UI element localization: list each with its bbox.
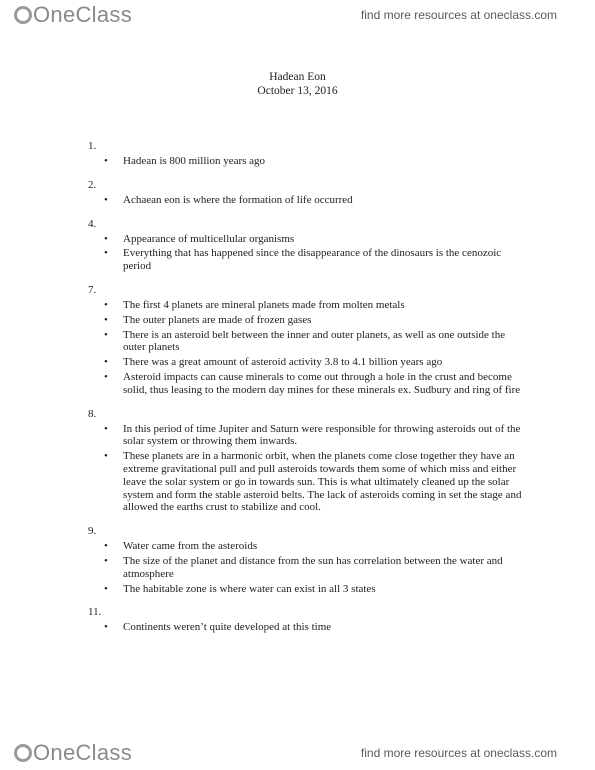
bullet-icon: • (104, 328, 108, 341)
bullet-text: The size of the planet and distance from the sun has correlation between the water and atmosphere (123, 554, 503, 580)
bullet-icon: • (104, 298, 108, 311)
bullet-icon: • (104, 193, 108, 206)
list-item (88, 423, 528, 449)
bullet-icon: • (104, 621, 108, 634)
bullet-list (88, 155, 528, 168)
bullet-icon: • (104, 232, 108, 245)
find-resources-link-footer[interactable]: find more resources at oneclass.com (360, 746, 557, 760)
document-date: October 13, 2016 (257, 85, 338, 97)
bullet-text: The first 4 planets are mineral planets made from molten metals (123, 298, 405, 311)
note-section (88, 284, 528, 397)
bullet-text: The habitable zone is where water can exist in all 3 states (123, 582, 376, 595)
bullet-text: Appearance of multicellular organisms (123, 232, 295, 245)
bullet-icon: • (104, 582, 108, 595)
bullet-text: Asteroid impacts can cause minerals to come out through a hole in the crust and become solid, thus leasing to the modern day mines for these minerals ex. Sudbury and ring of fire (123, 370, 521, 396)
bullet-icon: • (104, 450, 108, 463)
list-item (88, 329, 528, 355)
oneclass-logo-icon (14, 744, 32, 762)
bullet-icon: • (104, 554, 108, 567)
bullet-text: Achaean eon is where the formation of life occurred (123, 193, 353, 206)
note-section (88, 408, 528, 515)
top-bar (0, 0, 595, 30)
bullet-list (88, 540, 528, 595)
logo-text: OneClass (33, 2, 132, 27)
list-item (88, 621, 528, 634)
section-number: 2. (88, 178, 97, 191)
bullet-text: Hadean is 800 million years ago (123, 155, 266, 167)
oneclass-logo[interactable] (14, 2, 132, 28)
bullet-icon: • (104, 356, 108, 369)
list-item (88, 371, 528, 397)
document-title: Hadean Eon (269, 71, 326, 83)
list-item (88, 555, 528, 581)
bullet-icon: • (104, 370, 108, 383)
list-item (88, 155, 528, 168)
bullet-list (88, 621, 528, 634)
bullet-text: These planets are in a harmonic orbit, when the planets come close together they have an extreme gravitational pull and pull asteroids towards them some of which miss and either leave the solar system or go in towards sun. This is what ultimately cleaned up the solar system and form the stable asteroid belts. The lack of asteroids coming in set the stage and allowed the earths crust to stabilize and cool. (123, 450, 522, 514)
bullet-icon: • (104, 247, 108, 260)
note-section (88, 606, 528, 634)
list-item (88, 247, 528, 273)
list-item (88, 314, 528, 327)
bullet-icon: • (104, 313, 108, 326)
list-item (88, 194, 528, 207)
notes-body (88, 140, 528, 645)
list-item (88, 540, 528, 553)
list-item (88, 233, 528, 246)
list-item (88, 583, 528, 596)
list-item (88, 450, 528, 514)
section-number: 8. (88, 407, 97, 420)
bullet-icon: • (104, 155, 108, 167)
bullet-text: There is an asteroid belt between the inner and outer planets, as well as one outside the outer planets (123, 328, 506, 354)
section-number: 9. (88, 525, 97, 538)
bullet-list (88, 194, 528, 207)
bullet-text: Continents weren’t quite developed at this time (123, 621, 332, 634)
bullet-icon: • (104, 422, 108, 435)
section-number: 4. (88, 217, 97, 230)
bullet-icon: • (104, 540, 108, 553)
bullet-text: Water came from the asteroids (123, 540, 258, 553)
bullet-text: Everything that has happened since the disappearance of the dinosaurs is the cenozoic period (123, 247, 502, 273)
bullet-text: The outer planets are made of frozen gases (123, 313, 312, 326)
document-header (0, 70, 595, 98)
note-section (88, 140, 528, 168)
list-item (88, 356, 528, 369)
note-section (88, 218, 528, 273)
note-section (88, 179, 528, 207)
logo-text: OneClass (33, 740, 132, 765)
note-section (88, 525, 528, 595)
find-resources-link[interactable]: find more resources at oneclass.com (360, 8, 557, 22)
list-item (88, 299, 528, 312)
bullet-list (88, 233, 528, 273)
section-number: 11. (88, 606, 102, 619)
oneclass-logo-icon (14, 6, 32, 24)
bullet-text: In this period of time Jupiter and Saturn were responsible for throwing asteroids out of the solar system or throwing them inwards. (123, 422, 521, 448)
bullet-list (88, 423, 528, 515)
bullet-list (88, 299, 528, 397)
bottom-bar (0, 738, 595, 768)
oneclass-logo-footer[interactable] (14, 740, 132, 766)
section-number: 7. (88, 283, 97, 296)
bullet-text: There was a great amount of asteroid activity 3.8 to 4.1 billion years ago (123, 356, 443, 369)
section-number: 1. (88, 140, 97, 152)
